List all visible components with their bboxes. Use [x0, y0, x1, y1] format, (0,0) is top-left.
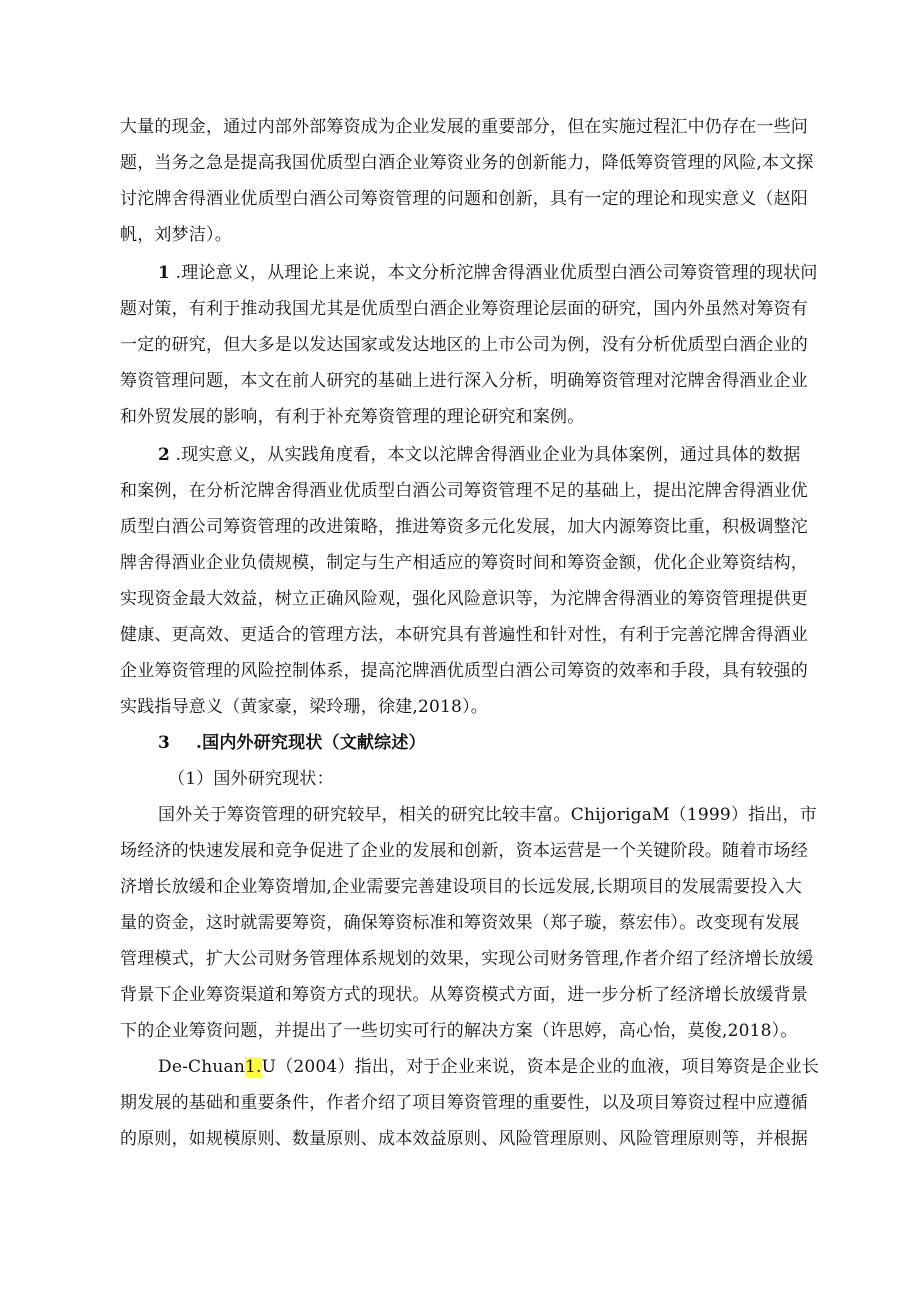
paragraph-5-line-2: 期发展的基础和重要条件，作者介绍了项目筹资管理的重要性，以及项目筹资过程中应遵循: [120, 1093, 808, 1113]
paragraph-3-line-7: 企业筹资管理的风险控制体系，提高沱牌酒优质型白酒公司筹资的效率和手段，具有较强的: [120, 661, 808, 681]
section-heading-text: .国内外研究现状（文献综述）: [196, 733, 426, 753]
paragraph-5-line-3: 的原则，如规模原则、数量原则、成本效益原则、风险管理原则、风险管理原则等，并根据: [120, 1129, 808, 1149]
subsection-heading: （1）国外研究现状：: [168, 769, 334, 789]
paragraph-1-line-3: 讨沱牌舍得酒业优质型白酒公司筹资管理的问题和创新，具有一定的理论和现实意义（赵阳: [120, 189, 808, 209]
paragraph-4-line-6: 背景下企业筹资渠道和筹资方式的现状。从筹资模式方面，进一步分析了经济增长放缓背景: [120, 985, 808, 1005]
paragraph-3-line-2: 和案例，在分析沱牌舍得酒业优质型白酒公司筹资管理不足的基础上，提出沱牌舍得酒业优: [120, 481, 808, 501]
paragraph-2-line-2: 题对策，有利于推动我国尤其是优质型白酒企业筹资理论层面的研究，国内外虽然对筹资有: [120, 299, 808, 319]
highlighted-text: 1.: [245, 1057, 262, 1077]
paragraph-1-line-4: 帆，刘梦洁）。: [120, 225, 232, 245]
paragraph-2-line-4: 筹资管理问题，本文在前人研究的基础上进行深入分析，明确筹资管理对沱牌舍得酒业企业: [120, 371, 808, 391]
paragraph-4-line-2: 场经济的快速发展和竞争促进了企业的发展和创新，资本运营是一个关键阶段。随着市场经: [120, 841, 808, 861]
paragraph-3-line-5: 实现资金最大效益，树立正确风险观，强化风险意识等，为沱牌舍得酒业的筹资管理提供更: [120, 589, 808, 609]
paragraph-1-line-1: 大量的现金，通过内部外部筹资成为企业发展的重要部分，但在实施过程汇中仍存在一些问: [120, 117, 808, 137]
paragraph-4-line-3: 济增长放缓和企业筹资增加,企业需要完善建设项目的长远发展,长期项目的发展需要投入大: [120, 877, 803, 897]
paragraph-3-line-6: 健康、更高效、更适合的管理方法，本研究具有普遍性和针对性，有利于完善沱牌舍得酒业: [120, 625, 808, 645]
paragraph-5-text: U（2004）指出，对于企业来说，资本是企业的血液，项目筹资是企业长: [261, 1057, 820, 1077]
paragraph-3-line-3: 质型白酒公司筹资管理的改进策略，推进筹资多元化发展，加大内源筹资比重，积极调整沱: [120, 517, 808, 537]
paragraph-3-number: 2: [158, 445, 171, 465]
paragraph-2-line-1: [158, 262, 818, 284]
paragraph-4-line-4: 量的资金，这时就需要筹资，确保筹资标准和筹资效果（郑子璇，蔡宏伟）。改变现有发展: [120, 913, 800, 933]
paragraph-5-author: De-Chuan: [158, 1057, 246, 1077]
paragraph-2-text: .理论意义，从理论上来说，本文分析沱牌舍得酒业优质型白酒公司筹资管理的现状问: [170, 263, 818, 283]
paragraph-2-number: 1: [158, 263, 171, 283]
paragraph-3-line-4: 牌舍得酒业企业负债规模，制定与生产相适应的筹资时间和筹资金额，优化企业筹资结构，: [120, 553, 808, 573]
paragraph-5-line-1: [158, 1056, 820, 1078]
section-heading: [158, 732, 810, 754]
section-heading-number: 3: [158, 733, 171, 753]
paragraph-1-line-2: 题，当务之急是提高我国优质型白酒企业筹资业务的创新能力，降低筹资管理的风险,本文探: [120, 153, 814, 173]
paragraph-3-line-8: 实践指导意义（黄家豪，梁玲珊，徐建,2018）。: [120, 697, 488, 717]
paragraph-2-line-3: 一定的研究，但大多是以发达国家或发达地区的上市公司为例，没有分析优质型白酒企业的: [120, 335, 808, 355]
paragraph-2-line-5: 和外贸发展的影响，有利于补充筹资管理的理论研究和案例。: [120, 407, 585, 427]
paragraph-4-line-1: 国外关于筹资管理的研究较早，相关的研究比较丰富。ChijorigaM（1999）指出，市: [158, 805, 817, 825]
paragraph-4-line-5: 管理模式，扩大公司财务管理体系规划的效果，实现公司财务管理,作者介绍了经济增长放缓: [120, 949, 814, 969]
paragraph-3-line-1: [158, 444, 810, 466]
paragraph-4-line-7: 下的企业筹资问题，并提出了一些切实可行的解决方案（许思婷，高心怡，莫俊,2018）。: [120, 1021, 798, 1041]
paragraph-3-text: .现实意义，从实践角度看，本文以沱牌舍得酒业企业为具体案例，通过具体的数据: [170, 445, 801, 465]
